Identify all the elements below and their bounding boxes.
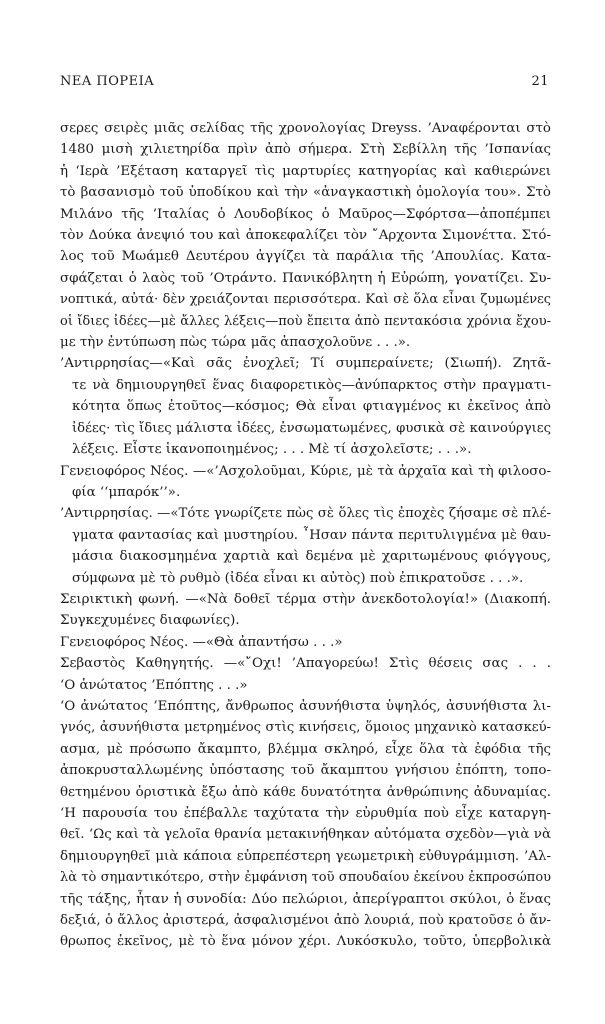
body-text [60,118,551,953]
text-line: Γενειοφόρος Νέος. —«’Ασχολοῦμαι, Κύριε, μὲ τὰ ἀρχαῖα καὶ τὴ φιλοσο- [60,463,551,479]
text-line: μάσια διακοσμημένα χαρτιὰ καὶ δεμένα μὲ χαριτωμένους φιόγγους, [72,549,551,565]
text-line: ’Αντιρρησίας. —«Τότε γνωρίζετε πὼς σὲ ὅλες τὶς ἐποχὲς ζήσαμε σὲ πλέ- [60,506,551,522]
text-line: νοπτικά, αὐτά· δὲν χρειάζονται περισσότερα. Καὶ σὲ ὅλα εἶναι ζυμωμένες [60,292,551,308]
text-line: ’Αντιρρησίας—«Καὶ σᾶς ἐνοχλεῖ; Τί συμπεραίνετε; (Σιωπή). Ζητᾶ- [60,356,551,372]
text-line: ἡ ‘Ιερὰ ’Εξέταση καταργεῖ τὶς μαρτυρίες κατηγορίας καὶ καθιερώνει [60,163,551,179]
text-line: Γενειοφόρος Νέος. —«Θὰ ἀπαντήσω . . .» [60,634,343,650]
text-line: ἰδέες· τὶς ἴδιες μάλιστα ἰδέες, ἐνσωματωμένες, φυσικὰ σὲ καινούργιες [72,420,551,436]
text-line: φία ‘‘μπαρόκ’’». [72,484,181,500]
text-line: λος τοῦ Μωάμεθ Δευτέρου ἀγγίζει τὰ παράλια τῆς ’Απουλίας. Κατα- [60,249,551,265]
text-line: Σεβαστὸς Καθηγητής. —«῎Οχι! ’Απαγορεύω! Στὶς θέσεις σας . . . [60,656,551,672]
text-line: θρωπος ἐκεῖνος, μὲ τὸ ἕνα μόνον χέρι. Λυκόσκυλο, τοῦτο, ὑπερβολικὰ [60,934,551,950]
text-line: λὰ τὸ σημαντικότερο, στὴν ἐμφάνιση τοῦ σπουδαίου ἐκείνου ἐκπροσώπου [60,870,551,886]
text-line: γνός, ἀσυνήθιστα μετρημένος στὶς κινήσεις, ὅμοιος μηχανικὸ κατασκεύ- [60,720,551,736]
text-line: με τὴν ἐντύπωση πὼς τώρα μᾶς ἀπασχολοῦνε . . .». [60,335,411,351]
text-line: 1480 μισὴ χιλιετηρίδα πρὶν ἀπὸ σήμερα. Στὴ Σεβίλλη τῆς ’Ισπανίας [60,142,551,158]
page-number: 21 [531,74,549,89]
text-line: θετημένου ὁριστικὰ ἔξω ἀπὸ κάθε δυνατότητα ἀνθρώπινης ἀδυναμίας. [60,784,551,800]
text-line: κότητα ὅπως ἐτοῦτος—κόσμος; Θὰ εἶναι φτιαγμένος κι ἐκεῖνος ἀπὸ [72,399,551,415]
text-line: ἀποκρυσταλλωμένης ὑπόστασης τοῦ ἄκαμπτου γνήσιου ἐπόπτη, τοπο- [60,763,551,779]
text-line: σφάζεται ὁ λαὸς τοῦ ’Οτράντο. Πανικόβλητη ἡ Εὐρώπη, γονατίζει. Συ- [60,270,551,286]
text-line: θεῖ. ‘Ως καὶ τὰ γελοῖα θρανία μετακινήθηκαν αὐτόματα σχεδὸν—γιὰ νὰ [60,827,551,843]
text-line: Συγκεχυμένες διαφωνίες). [60,613,240,629]
text-line: ‘Ο ἀνώτατος ’Επόπτης, ἄνθρωπος ἀσυνήθιστα ὑψηλός, ἀσυνήθιστα λι- [60,698,551,714]
text-line: γματα φαντασίας καὶ μυστηρίου. ῏Ησαν πάντα περιτυλιγμένα μὲ θαυ- [72,527,551,543]
text-line: λέξεις. Εἶστε ἱκανοποιημένος; . . . Μὲ τί ἀσχολεῖστε; . . .». [72,442,472,458]
text-line: τὸ βασανισμὸ τοῦ ὑποδίκου καὶ τὴν «ἀναγκαστικὴ ὁμολογία του». Στὸ [60,185,551,201]
text-line: δημιουργηθεῖ μιὰ κάποια εὐπρεπέστερη γεωμετρικὴ εὐθυγράμμιση. ’Αλ- [60,848,551,864]
text-line: σύμφωνα μὲ τὸ ρυθμὸ (ἰδέα εἶναι κι αὐτὸς) ποὺ ἐπικρατοῦσε . . .». [72,570,524,586]
text-line: τὸν Δούκα ἀνεψιό του καὶ ἀποκεφαλίζει τὸν ῎Αρχοντα Σιμονέττα. Στό- [60,228,551,244]
text-line: τῆς τάξης, ἦταν ἡ συνοδία: Δύο πελώριοι, ἀπερίγραπτοι σκύλοι, ὁ ἕνας [60,891,551,907]
text-line: ‘Ο ἀνώτατος ’Επόπτης . . .» [60,677,248,693]
running-title: ΝΕΑ ΠΟΡΕΙΑ [60,74,155,89]
page-header [60,74,549,94]
text-line: δεξιά, ὁ ἄλλος ἀριστερά, ἀσφαλισμένοι ἀπὸ λουριά, ποὺ κρατοῦσε ὁ ἄν- [60,913,551,929]
text-line: Μιλάνο τῆς ’Ιταλίας ὁ Λουδοβίκος ὁ Μαῦρος—Σφόρτσα—ἀποπέμπει [60,206,551,222]
text-line: Σειρικτικὴ φωνή. —«Νὰ δοθεῖ τέρμα στὴν ἀνεκδοτολογία!» (Διακοπή. [60,591,551,607]
text-line: τε νὰ δημιουργηθεῖ ἕνας διαφορετικὸς—ἀνύπαρκτος στὴν πραγματι- [72,377,551,393]
text-line: ‘Η παρουσία του ἐπέβαλλε ταχύτατα τὴν εὐρυθμία ποὺ εἶχε καταργη- [60,806,551,821]
text-line: ασμα, μὲ πρόσωπο ἄκαμπτο, βλέμμα σκληρό, εἶχε ὅλα τὰ ἐφόδια τῆς [60,741,551,757]
text-line: οἱ ἴδιες ἰδέες—μὲ ἄλλες λέξεις—ποὺ ἔπειτα ἀπὸ πεντακόσια χρόνια ἔχου- [60,313,551,329]
text-line: σερες σειρὲς μιᾶς σελίδας τῆς χρονολογίας Dreyss. ’Αναφέρονται στὸ [60,121,551,136]
